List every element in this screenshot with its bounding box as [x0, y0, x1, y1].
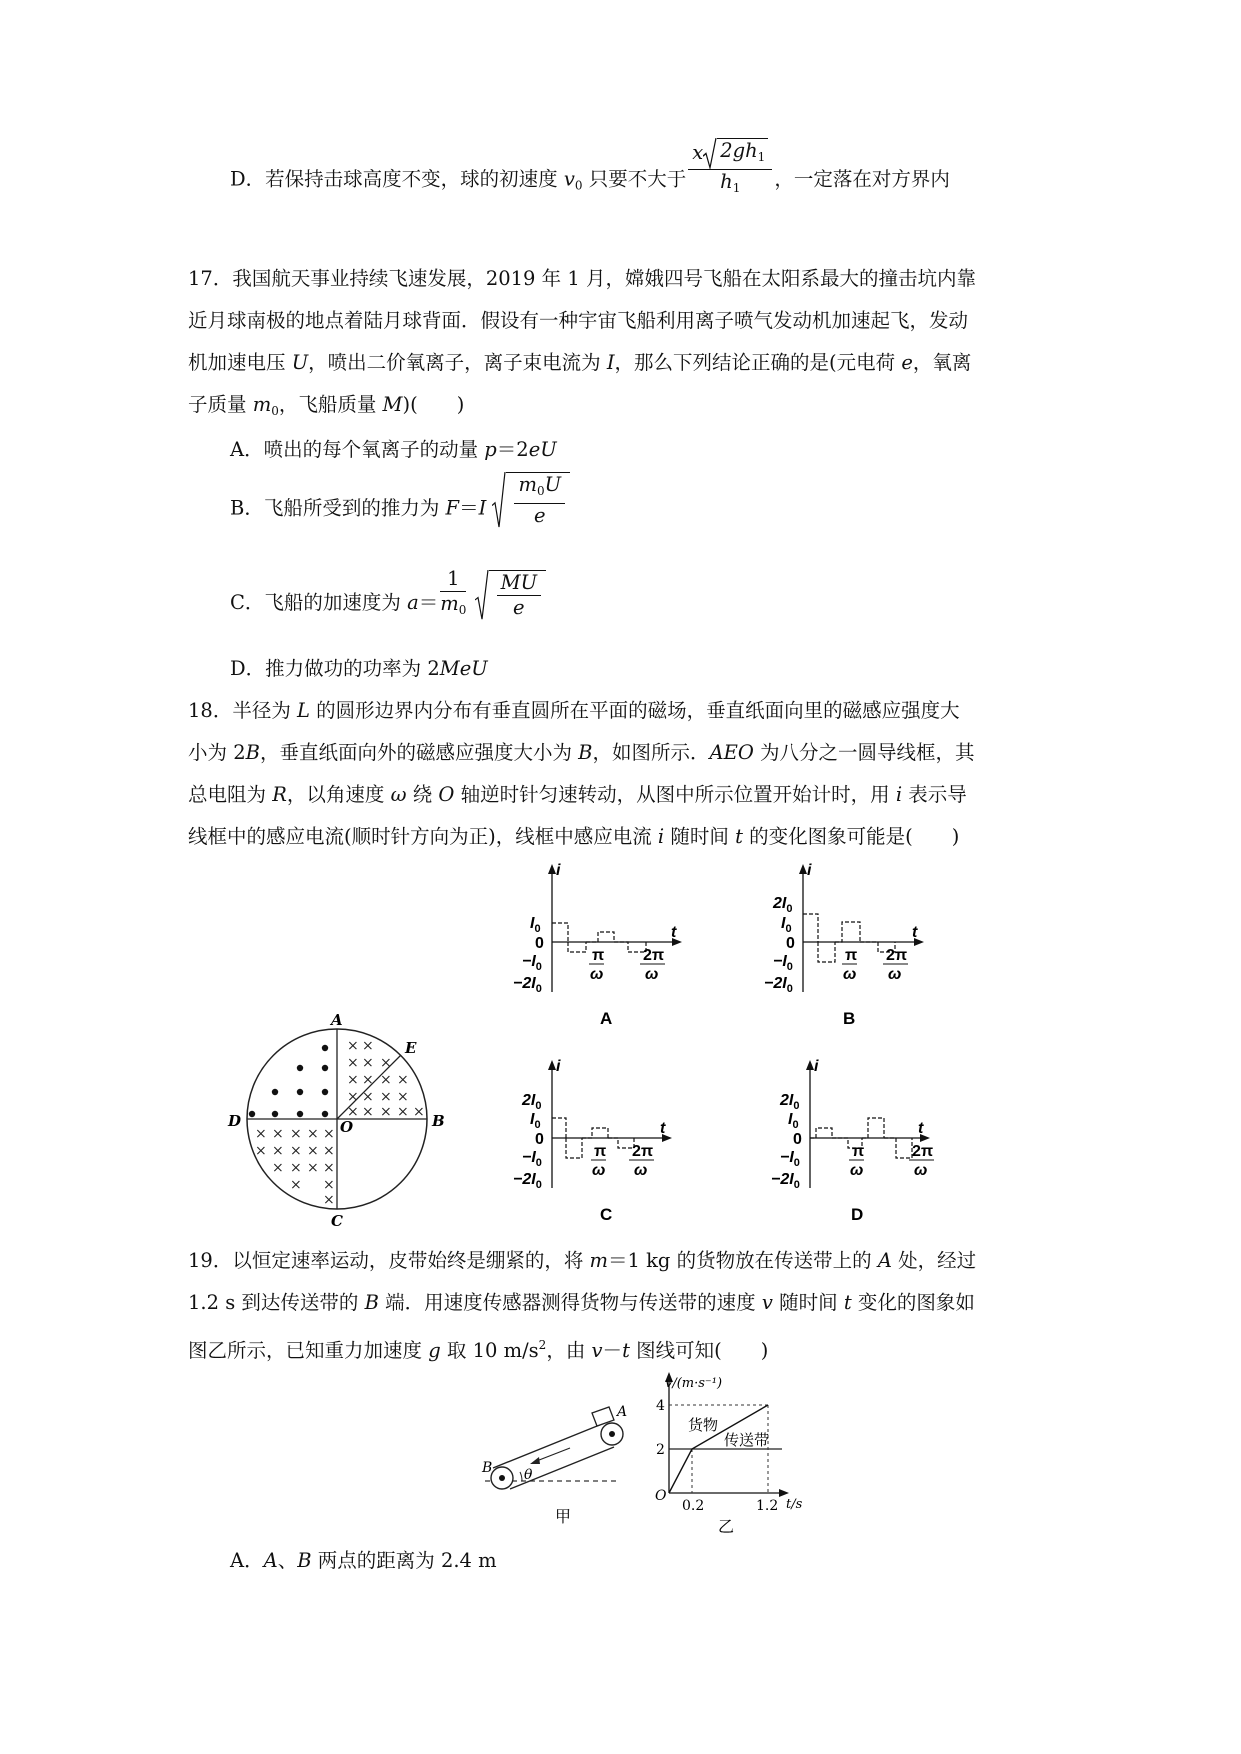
- vt-xlabel: t/s: [786, 1497, 803, 1512]
- graph-d-axis-t: t: [918, 1120, 924, 1137]
- graph-b-i0: $I_0$: [781, 915, 792, 935]
- vt-goods-label: 货物: [688, 1416, 719, 1434]
- q17-U: U: [291, 351, 309, 374]
- q19-l3b: 取 10 m/s: [440, 1339, 539, 1362]
- graph-b-axis-t: t: [912, 924, 918, 941]
- graph-c-omega1: ω: [592, 1162, 606, 1179]
- graph-d-2i0: $2I_0$: [780, 1092, 800, 1112]
- magnetic-field-circle-diagram: [227, 1011, 445, 1230]
- svg-text:×: ×: [347, 1104, 359, 1120]
- graph-c-pi: π: [594, 1143, 607, 1160]
- q17b-eq: ＝: [459, 496, 479, 520]
- svg-text:×: ×: [413, 1104, 425, 1120]
- q17d-text: D．推力做功的功率为 2: [230, 657, 440, 680]
- q16d-sqrt-sub: 1: [757, 150, 766, 164]
- svg-text:×: ×: [347, 1072, 359, 1088]
- svg-text:×: ×: [272, 1160, 284, 1176]
- svg-text:×: ×: [290, 1177, 302, 1193]
- vt-belt-label: 传送带: [724, 1431, 770, 1449]
- q18-l4b: 随时间: [664, 825, 736, 848]
- q17c-den: m: [440, 592, 459, 615]
- q16d-frac-x: x: [692, 141, 704, 164]
- q19-line-1: [188, 1248, 976, 1274]
- circle-label-c: C: [331, 1212, 343, 1230]
- q19a-text: 两点的距离为 2.4 m: [311, 1549, 497, 1572]
- q17b-num-sub: 0: [536, 484, 545, 498]
- q18-l3d: 轴逆时针匀速转动，从图中所示位置开始计时，用: [454, 783, 896, 806]
- graph-d-zero: 0: [793, 1131, 802, 1148]
- q16d-sqrt-content: 2gh: [720, 139, 758, 162]
- graph-a-2pi: 2π: [643, 947, 665, 964]
- q16d-v-sub: 0: [574, 178, 583, 193]
- q19-l1b: ＝1 kg 的货物放在传送带上的: [608, 1249, 878, 1272]
- svg-text:×: ×: [290, 1126, 302, 1142]
- q18-AEO: AEO: [709, 741, 754, 764]
- graph-b-neg-i0: $-I_0$: [773, 953, 793, 973]
- q19-t2: t: [622, 1339, 630, 1362]
- graph-c-axis-i: i: [556, 1058, 561, 1075]
- svg-text:×: ×: [397, 1072, 409, 1088]
- graph-a-neg-2i0: $-2I_0$: [513, 975, 542, 995]
- svg-text:×: ×: [290, 1143, 302, 1159]
- q17b-num-m: m: [518, 473, 537, 496]
- circle-label-a: A: [331, 1011, 343, 1029]
- q17-l3a: 机加速电压: [188, 351, 292, 374]
- q17-l3c: ，那么下列结论正确的是(元电荷: [614, 351, 902, 374]
- belt-label-a: A: [617, 1404, 628, 1420]
- q19-l3e: 图线可知( ): [629, 1339, 769, 1362]
- q19-l2b: 端．用速度传感器测得货物与传送带的速度: [378, 1291, 762, 1314]
- q17-line-1: 17．我国航天事业持续飞速发展，2019 年 1 月，嫦娥四号飞船在太阳系最大的撞击坑内靠: [188, 267, 976, 290]
- svg-text:×: ×: [255, 1126, 267, 1142]
- graph-b: [764, 862, 924, 1028]
- q19a-label: A．: [230, 1549, 264, 1572]
- svg-text:×: ×: [307, 1143, 319, 1159]
- graph-b-2i0: $2I_0$: [773, 895, 793, 915]
- q19-B: B: [364, 1291, 379, 1314]
- svg-text:×: ×: [362, 1038, 374, 1054]
- graph-d-2pi: 2π: [912, 1143, 934, 1160]
- q17c-snum: MU: [497, 571, 541, 596]
- graph-a-letter: A: [600, 1009, 613, 1028]
- graph-b-2pi: 2π: [886, 947, 908, 964]
- q19-l3a: 图乙所示，已知重力加速度: [188, 1339, 429, 1362]
- q17-m: m: [252, 393, 272, 416]
- q17c-text: C．飞船的加速度为: [230, 591, 408, 614]
- svg-text:×: ×: [323, 1177, 335, 1193]
- graph-b-neg-2i0: $-2I_0$: [764, 975, 793, 995]
- q18-B1: B: [245, 741, 260, 764]
- q19a-B: B: [297, 1549, 312, 1572]
- svg-text:×: ×: [347, 1089, 359, 1105]
- q16d-middle: 只要不大于: [582, 167, 687, 191]
- graph-c-neg-i0: $-I_0$: [522, 1149, 542, 1169]
- q17-e: e: [901, 351, 913, 374]
- q19-l2c: 随时间: [772, 1291, 844, 1314]
- q17a-eU: eU: [528, 438, 557, 461]
- svg-text:×: ×: [272, 1143, 284, 1159]
- graph-c-i0: $I_0$: [530, 1111, 541, 1131]
- svg-text:×: ×: [307, 1160, 319, 1176]
- q18-l4c: 的变化图象可能是( ): [742, 825, 960, 848]
- figure-jia-label: 甲: [555, 1507, 572, 1526]
- graph-d-neg-i0: $-I_0$: [780, 1149, 800, 1169]
- graph-d-i0: $I_0$: [788, 1111, 799, 1131]
- svg-text:×: ×: [397, 1089, 409, 1105]
- q17c-eq: ＝: [418, 591, 439, 614]
- q18-l3c: 绕: [406, 783, 439, 806]
- graph-d-omega2: ω: [914, 1162, 928, 1179]
- q17b-I: I: [478, 496, 487, 520]
- vt-y2: 2: [656, 1442, 665, 1458]
- q17-l3b: ，喷出二价氧离子，离子束电流为: [308, 351, 607, 374]
- q17b-den: e: [534, 504, 546, 527]
- q18-l2c: ，如图所示．: [592, 741, 710, 764]
- q17c-a: a: [407, 591, 419, 614]
- vt-y4: 4: [656, 1398, 665, 1414]
- q17-l4b: ，飞船质量: [278, 393, 383, 416]
- graph-d-pi: π: [852, 1143, 865, 1160]
- q18-t: t: [735, 825, 743, 848]
- q17b-num-U: U: [544, 473, 562, 496]
- q19-m: m: [589, 1249, 609, 1272]
- q17-I: I: [606, 351, 615, 374]
- q18-L: L: [297, 699, 310, 722]
- svg-text:×: ×: [307, 1126, 319, 1142]
- svg-text:×: ×: [347, 1038, 359, 1054]
- graph-a-zero: 0: [535, 935, 544, 952]
- vt-graph-figure: [655, 1372, 803, 1536]
- belt-label-b: B: [482, 1460, 493, 1476]
- q19-v: v: [761, 1291, 773, 1314]
- graph-c-zero: 0: [535, 1131, 544, 1148]
- graph-d: [771, 1058, 934, 1224]
- svg-text:×: ×: [380, 1072, 392, 1088]
- q18-l4a: 线框中的感应电流(顺时针方向为正)，线框中感应电流: [188, 825, 658, 848]
- svg-text:×: ×: [323, 1192, 335, 1208]
- circle-label-d: D: [228, 1112, 242, 1130]
- q19-v2: v: [591, 1339, 603, 1362]
- graph-d-axis-i: i: [814, 1058, 819, 1075]
- q18-l2a: 小为 2: [188, 741, 246, 764]
- vt-ylabel: v/(m·s⁻¹): [665, 1376, 723, 1391]
- q18-l1a: 18．半径为: [188, 699, 298, 722]
- svg-text:×: ×: [362, 1055, 374, 1071]
- graph-b-zero: 0: [786, 935, 795, 952]
- svg-text:×: ×: [323, 1126, 335, 1142]
- q16d-frac-den: h: [720, 170, 733, 193]
- graph-c-neg-2i0: $-2I_0$: [513, 1171, 542, 1191]
- q18-omega: ω: [390, 783, 407, 806]
- graph-c-axis-t: t: [660, 1120, 666, 1137]
- q17-M: M: [382, 393, 403, 416]
- q17-line-2: 近月球南极的地点着陆月球背面．假设有一种宇宙飞船利用离子喷气发动机加速起飞，发动: [188, 309, 969, 332]
- q17a-p: p: [484, 438, 497, 461]
- q19-option-a: [230, 1548, 497, 1574]
- svg-text:×: ×: [380, 1104, 392, 1120]
- q18-l2d: 为八分之一圆导线框，其: [753, 741, 975, 764]
- q18-B2: B: [578, 741, 593, 764]
- q18-l2b: ，垂直纸面向外的磁感应强度大小为: [259, 741, 579, 764]
- q19-l2a: 1.2 s 到达传送带的: [188, 1291, 365, 1314]
- figure-yi-label: 乙: [718, 1517, 735, 1536]
- graph-c-2i0: $2I_0$: [522, 1092, 542, 1112]
- q18-l3b: ，以角速度: [286, 783, 391, 806]
- q16d-prefix: D．若保持击球高度不变，球的初速度: [230, 167, 564, 191]
- svg-text:×: ×: [362, 1072, 374, 1088]
- conveyor-belt-figure: [481, 1404, 627, 1526]
- graph-c-2pi: 2π: [632, 1143, 654, 1160]
- graph-c: [513, 1058, 672, 1224]
- q17c-sden: e: [513, 595, 525, 619]
- q19-line-3: [188, 1332, 768, 1364]
- svg-text:×: ×: [255, 1143, 267, 1159]
- graph-a-axis-i: i: [556, 862, 561, 879]
- q19-l1c: 处，经过: [891, 1249, 977, 1272]
- q16d-frac-den-sub: 1: [732, 181, 741, 195]
- q17a-eq: ＝2: [496, 438, 529, 461]
- svg-text:×: ×: [397, 1104, 409, 1120]
- q19a-sep: 、: [277, 1549, 298, 1572]
- graph-c-omega2: ω: [634, 1162, 648, 1179]
- svg-text:×: ×: [323, 1160, 335, 1176]
- q18-l3e: 表示导: [902, 783, 967, 806]
- graph-c-letter: C: [600, 1205, 613, 1224]
- q18-l1b: 的圆形边界内分布有垂直圆所在平面的磁场，垂直纸面向里的磁感应强度大: [309, 699, 960, 722]
- graph-b-letter: B: [843, 1009, 856, 1028]
- svg-text:×: ×: [347, 1055, 359, 1071]
- graph-a-axis-t: t: [671, 924, 677, 941]
- q18-i: i: [895, 783, 903, 806]
- graph-b-omega1: ω: [843, 966, 857, 983]
- svg-text:×: ×: [362, 1089, 374, 1105]
- vt-x02: 0.2: [682, 1498, 705, 1514]
- q19-l3c: ，由: [546, 1339, 592, 1362]
- q19a-A: A: [263, 1549, 278, 1572]
- q18-R: R: [272, 783, 287, 806]
- graph-b-pi: π: [845, 947, 858, 964]
- q17a-text: A．喷出的每个氧离子的动量: [230, 438, 485, 461]
- svg-text:×: ×: [290, 1160, 302, 1176]
- circle-label-e: E: [405, 1039, 417, 1057]
- svg-text:×: ×: [362, 1104, 374, 1120]
- q17d-MeU: MeU: [439, 657, 488, 680]
- q18-l3a: 总电阻为: [188, 783, 273, 806]
- q19-t: t: [843, 1291, 852, 1314]
- q16d-v: v: [563, 167, 575, 191]
- q17-l4c: )( ): [402, 393, 465, 416]
- q19-l3d: －: [602, 1339, 623, 1362]
- q17b-F: F: [445, 496, 460, 520]
- q17-m-sub: 0: [271, 404, 279, 418]
- q17c-num: 1: [440, 567, 466, 592]
- svg-text:×: ×: [323, 1143, 335, 1159]
- graph-b-axis-i: i: [807, 862, 812, 879]
- q19-l1a: 19．以恒定速率运动，皮带始终是绷紧的，将: [188, 1249, 590, 1272]
- graph-d-letter: D: [851, 1205, 864, 1224]
- graph-a: [513, 862, 682, 1028]
- graph-a-omega2: ω: [645, 966, 659, 983]
- graph-b-omega2: ω: [888, 966, 902, 983]
- q17-l4a: 子质量: [188, 393, 253, 416]
- vt-x12: 1.2: [756, 1498, 779, 1514]
- svg-text:×: ×: [380, 1089, 392, 1105]
- q16d-suffix: ，一定落在对方界内: [774, 167, 950, 191]
- graph-a-pi: π: [592, 947, 605, 964]
- q19-sup: 2: [538, 1338, 547, 1352]
- graph-d-omega1: ω: [850, 1162, 864, 1179]
- q17-l3d: ，氧离: [912, 351, 972, 374]
- circle-label-b: B: [432, 1112, 445, 1130]
- belt-theta: θ: [524, 1467, 533, 1483]
- graph-d-neg-2i0: $-2I_0$: [771, 1171, 800, 1191]
- q17c-den-sub: 0: [458, 603, 467, 617]
- graph-a-omega1: ω: [590, 966, 604, 983]
- svg-text:×: ×: [272, 1126, 284, 1142]
- graph-a-neg-i0: $-I_0$: [522, 953, 542, 973]
- q17b-text: B．飞船所受到的推力为: [230, 496, 446, 520]
- q19-line-2: [188, 1290, 975, 1316]
- q18-O: O: [438, 783, 455, 806]
- circle-label-o: O: [340, 1118, 354, 1136]
- q19-l2d: 变化的图象如: [851, 1291, 975, 1314]
- vt-origin: O: [655, 1488, 667, 1504]
- q19-g: g: [428, 1339, 441, 1362]
- q19-A: A: [877, 1249, 892, 1272]
- graph-a-i0: $I_0$: [530, 915, 541, 935]
- svg-text:×: ×: [380, 1055, 392, 1071]
- q18-i2: i: [657, 825, 665, 848]
